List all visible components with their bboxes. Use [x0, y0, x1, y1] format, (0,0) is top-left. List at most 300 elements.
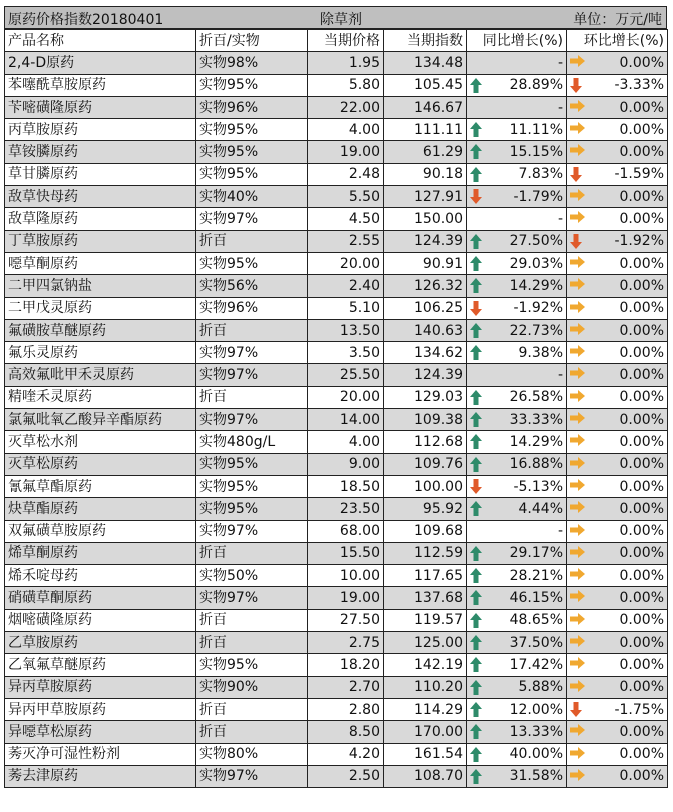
arrow-up-icon [470, 546, 482, 561]
mom-value: 0.00% [619, 634, 664, 651]
header-mom: 环比增长(%) [567, 30, 668, 52]
current-price: 2.50 [308, 765, 384, 787]
current-price: 2.80 [308, 698, 384, 720]
current-price: 19.00 [308, 141, 384, 163]
arrow-right-icon [570, 55, 582, 70]
mom-value: 0.00% [619, 99, 664, 116]
arrow-right-icon [570, 590, 582, 605]
mom-growth [567, 52, 668, 74]
mom-growth [567, 230, 668, 252]
yoy-value: -1.92% [513, 300, 563, 317]
arrow-right-icon [570, 278, 582, 293]
current-price: 5.80 [308, 74, 384, 96]
current-price: 25.50 [308, 364, 384, 386]
mom-value: -1.92% [614, 233, 664, 250]
arrow-right-icon [570, 301, 582, 316]
yoy-value: 31.58% [509, 768, 563, 785]
table-row [5, 498, 668, 520]
table-row [5, 141, 668, 163]
arrow-up-icon [470, 122, 482, 137]
arrow-right-icon [570, 189, 582, 204]
yoy-growth [467, 431, 567, 453]
mom-value: 0.00% [619, 590, 664, 607]
arrow-right-icon [570, 434, 582, 449]
current-index: 117.65 [384, 565, 467, 587]
header-price: 当期价格 [308, 30, 384, 52]
product-name: 草铵膦原药 [5, 141, 196, 163]
product-name: 炔草酯原药 [5, 498, 196, 520]
arrow-up-icon [470, 635, 482, 650]
mom-value: 0.00% [619, 567, 664, 584]
current-price: 20.00 [308, 386, 384, 408]
arrow-right-icon [570, 211, 582, 226]
yoy-value: - [557, 211, 563, 228]
current-index: 109.68 [384, 520, 467, 542]
current-price: 9.00 [308, 453, 384, 475]
current-index: 95.92 [384, 498, 467, 520]
mom-growth [567, 96, 668, 118]
mom-value: 0.00% [619, 300, 664, 317]
mom-value: 0.00% [619, 679, 664, 696]
mom-growth [567, 275, 668, 297]
arrow-up-icon [470, 568, 482, 583]
table-row [5, 542, 668, 564]
product-name: 精喹禾灵原药 [5, 386, 196, 408]
mom-growth [567, 587, 668, 609]
product-name: 丙草胺原药 [5, 119, 196, 141]
yoy-value: 26.58% [509, 389, 563, 406]
arrow-right-icon [570, 524, 582, 539]
spec: 折百 [196, 632, 308, 654]
arrow-up-icon [470, 345, 482, 360]
spec: 实物95% [196, 74, 308, 96]
mom-growth [567, 409, 668, 431]
yoy-growth [467, 208, 567, 230]
yoy-value: 12.00% [509, 701, 563, 718]
mom-growth [567, 453, 668, 475]
current-price: 2.75 [308, 632, 384, 654]
current-price: 3.50 [308, 342, 384, 364]
yoy-growth [467, 186, 567, 208]
yoy-growth [467, 475, 567, 497]
spec: 实物95% [196, 119, 308, 141]
yoy-growth [467, 74, 567, 96]
mom-growth [567, 520, 668, 542]
product-name: 灭草松原药 [5, 453, 196, 475]
yoy-value: 14.29% [509, 277, 563, 294]
mom-growth [567, 431, 668, 453]
arrow-up-icon [470, 680, 482, 695]
current-index: 109.38 [384, 409, 467, 431]
arrow-right-icon [570, 657, 582, 672]
spec: 实物40% [196, 186, 308, 208]
product-name: 莠灭净可湿性粉剂 [5, 743, 196, 765]
mom-growth [567, 163, 668, 185]
current-index: 90.91 [384, 252, 467, 274]
mom-value: 0.00% [619, 188, 664, 205]
yoy-value: -5.13% [513, 478, 563, 495]
arrow-right-icon [570, 635, 582, 650]
yoy-value: 17.42% [509, 656, 563, 673]
yoy-growth [467, 721, 567, 743]
arrow-right-icon [570, 412, 582, 427]
arrow-right-icon [570, 323, 582, 338]
spec: 折百 [196, 609, 308, 631]
product-name: 异丙甲草胺原药 [5, 698, 196, 720]
product-name: 二甲戊灵原药 [5, 297, 196, 319]
mom-value: 0.00% [619, 456, 664, 473]
yoy-value: 40.00% [509, 746, 563, 763]
mom-value: 0.00% [619, 723, 664, 740]
yoy-value: 48.65% [509, 612, 563, 629]
product-name: 乙氧氟草醚原药 [5, 654, 196, 676]
spec: 折百 [196, 230, 308, 252]
spec: 实物96% [196, 96, 308, 118]
header-index: 当期指数 [384, 30, 467, 52]
spec: 实物95% [196, 141, 308, 163]
table-body [5, 30, 668, 788]
spec: 实物56% [196, 275, 308, 297]
arrow-right-icon [570, 100, 582, 115]
table-row [5, 721, 668, 743]
current-price: 8.50 [308, 721, 384, 743]
yoy-value: 37.50% [509, 634, 563, 651]
yoy-value: - [557, 54, 563, 71]
mom-growth [567, 676, 668, 698]
arrow-right-icon [570, 546, 582, 561]
current-index: 137.68 [384, 587, 467, 609]
current-price: 13.50 [308, 319, 384, 341]
product-name: 苯噻酰草胺原药 [5, 74, 196, 96]
current-price: 1.95 [308, 52, 384, 74]
arrow-up-icon [470, 390, 482, 405]
mom-growth [567, 186, 668, 208]
current-index: 109.76 [384, 453, 467, 475]
spec: 折百 [196, 721, 308, 743]
title-row [4, 6, 667, 29]
table-row [5, 587, 668, 609]
arrow-right-icon [570, 501, 582, 516]
arrow-right-icon [570, 390, 582, 405]
current-index: 108.70 [384, 765, 467, 787]
table-row [5, 119, 668, 141]
report-title: 原药价格指数20180401 [8, 12, 164, 28]
arrow-up-icon [470, 144, 482, 159]
current-price: 10.00 [308, 565, 384, 587]
spec: 实物480g/L [196, 431, 308, 453]
mom-value: 0.00% [619, 54, 664, 71]
mom-growth [567, 721, 668, 743]
mom-growth [567, 698, 668, 720]
mom-value: 0.00% [619, 656, 664, 673]
product-name: 2,4-D原药 [5, 52, 196, 74]
table-row [5, 74, 668, 96]
yoy-growth [467, 587, 567, 609]
mom-value: 0.00% [619, 612, 664, 629]
mom-growth [567, 498, 668, 520]
arrow-up-icon [470, 590, 482, 605]
table-row [5, 409, 668, 431]
current-price: 5.50 [308, 186, 384, 208]
current-index: 161.54 [384, 743, 467, 765]
current-index: 110.20 [384, 676, 467, 698]
current-index: 105.45 [384, 74, 467, 96]
table-row [5, 342, 668, 364]
table-row [5, 520, 668, 542]
yoy-value: -1.79% [513, 188, 563, 205]
product-name: 乙草胺原药 [5, 632, 196, 654]
yoy-value: 16.88% [509, 456, 563, 473]
spec: 实物50% [196, 565, 308, 587]
yoy-value: 5.88% [518, 679, 563, 696]
current-index: 112.59 [384, 542, 467, 564]
current-index: 114.29 [384, 698, 467, 720]
yoy-growth [467, 765, 567, 787]
yoy-value: 15.15% [509, 144, 563, 161]
table-row [5, 364, 668, 386]
table-row [5, 208, 668, 230]
yoy-value: 13.33% [509, 723, 563, 740]
yoy-value: 29.17% [509, 545, 563, 562]
current-index: 106.25 [384, 297, 467, 319]
yoy-value: 28.21% [509, 567, 563, 584]
spec: 实物90% [196, 676, 308, 698]
mom-value: 0.00% [619, 367, 664, 384]
spec: 实物95% [196, 475, 308, 497]
mom-value: 0.00% [619, 478, 664, 495]
mom-value: -3.33% [614, 77, 664, 94]
product-name: 氟磺胺草醚原药 [5, 319, 196, 341]
mom-growth [567, 565, 668, 587]
current-price: 22.00 [308, 96, 384, 118]
table-row [5, 297, 668, 319]
current-price: 2.40 [308, 275, 384, 297]
product-name: 氰氟草酯原药 [5, 475, 196, 497]
current-index: 134.48 [384, 52, 467, 74]
spec: 实物97% [196, 342, 308, 364]
mom-value: 0.00% [619, 144, 664, 161]
mom-growth [567, 609, 668, 631]
product-name: 敌草快母药 [5, 186, 196, 208]
arrow-right-icon [570, 256, 582, 271]
spec: 实物97% [196, 587, 308, 609]
spec: 折百 [196, 542, 308, 564]
spec: 实物95% [196, 163, 308, 185]
mom-growth [567, 386, 668, 408]
mom-growth [567, 141, 668, 163]
product-name: 硝磺草酮原药 [5, 587, 196, 609]
mom-growth [567, 475, 668, 497]
current-price: 4.00 [308, 431, 384, 453]
yoy-growth [467, 632, 567, 654]
arrow-up-icon [470, 769, 482, 784]
product-name: 异丙草胺原药 [5, 676, 196, 698]
table-row [5, 319, 668, 341]
current-price: 18.50 [308, 475, 384, 497]
arrow-up-icon [470, 657, 482, 672]
mom-growth [567, 743, 668, 765]
mom-value: 0.00% [619, 545, 664, 562]
arrow-down-icon [470, 189, 482, 204]
current-index: 140.63 [384, 319, 467, 341]
yoy-growth [467, 453, 567, 475]
product-name: 烟嘧磺隆原药 [5, 609, 196, 631]
arrow-up-icon [470, 702, 482, 717]
yoy-growth [467, 297, 567, 319]
current-index: 111.11 [384, 119, 467, 141]
current-index: 100.00 [384, 475, 467, 497]
yoy-value: 9.38% [518, 344, 563, 361]
table-row [5, 609, 668, 631]
product-name: 苄嘧磺隆原药 [5, 96, 196, 118]
table-row [5, 163, 668, 185]
current-index: 129.03 [384, 386, 467, 408]
mom-growth [567, 119, 668, 141]
current-index: 119.57 [384, 609, 467, 631]
current-price: 4.50 [308, 208, 384, 230]
product-name: 双氟磺草胺原药 [5, 520, 196, 542]
yoy-value: - [557, 367, 563, 384]
arrow-up-icon [470, 167, 482, 182]
yoy-growth [467, 609, 567, 631]
current-index: 112.68 [384, 431, 467, 453]
spec: 折百 [196, 698, 308, 720]
spec: 折百 [196, 319, 308, 341]
current-price: 5.10 [308, 297, 384, 319]
table-row [5, 186, 668, 208]
header-yoy: 同比增长(%) [467, 30, 567, 52]
price-table [4, 29, 668, 788]
arrow-up-icon [470, 412, 482, 427]
yoy-growth [467, 163, 567, 185]
arrow-up-icon [470, 747, 482, 762]
arrow-right-icon [570, 724, 582, 739]
mom-value: 0.00% [619, 277, 664, 294]
current-price: 68.00 [308, 520, 384, 542]
table-row [5, 431, 668, 453]
mom-growth [567, 765, 668, 787]
yoy-growth [467, 364, 567, 386]
mom-value: 0.00% [619, 389, 664, 406]
yoy-growth [467, 409, 567, 431]
current-price: 20.00 [308, 252, 384, 274]
current-price: 14.00 [308, 409, 384, 431]
yoy-growth [467, 52, 567, 74]
yoy-growth [467, 698, 567, 720]
arrow-up-icon [470, 323, 482, 338]
header-product-name: 产品名称 [5, 30, 196, 52]
current-price: 2.70 [308, 676, 384, 698]
yoy-value: 33.33% [509, 411, 563, 428]
mom-value: 0.00% [619, 523, 664, 540]
current-index: 125.00 [384, 632, 467, 654]
arrow-down-icon [470, 479, 482, 494]
arrow-down-icon [470, 301, 482, 316]
yoy-growth [467, 676, 567, 698]
spec: 实物95% [196, 498, 308, 520]
current-index: 126.32 [384, 275, 467, 297]
mom-value: 0.00% [619, 255, 664, 272]
current-price: 19.00 [308, 587, 384, 609]
current-price: 2.48 [308, 163, 384, 185]
yoy-growth [467, 565, 567, 587]
table-row [5, 565, 668, 587]
arrow-up-icon [470, 457, 482, 472]
table-row [5, 765, 668, 787]
current-index: 124.39 [384, 230, 467, 252]
arrow-down-icon [570, 702, 582, 717]
mom-growth [567, 319, 668, 341]
arrow-up-icon [470, 724, 482, 739]
mom-value: 0.00% [619, 322, 664, 339]
arrow-up-icon [470, 501, 482, 516]
product-name: 高效氟吡甲禾灵原药 [5, 364, 196, 386]
table-row [5, 698, 668, 720]
yoy-growth [467, 96, 567, 118]
current-price: 4.20 [308, 743, 384, 765]
arrow-right-icon [570, 345, 582, 360]
mom-value: 0.00% [619, 344, 664, 361]
mom-growth [567, 654, 668, 676]
yoy-growth [467, 498, 567, 520]
yoy-value: - [557, 99, 563, 116]
current-index: 61.29 [384, 141, 467, 163]
current-price: 2.55 [308, 230, 384, 252]
spec: 实物80% [196, 743, 308, 765]
current-index: 150.00 [384, 208, 467, 230]
table-row [5, 52, 668, 74]
arrow-up-icon [470, 78, 482, 93]
arrow-right-icon [570, 457, 582, 472]
arrow-right-icon [570, 747, 582, 762]
yoy-value: - [557, 523, 563, 540]
spec: 实物97% [196, 208, 308, 230]
mom-growth [567, 74, 668, 96]
product-name: 莠去津原药 [5, 765, 196, 787]
table-row [5, 632, 668, 654]
mom-growth [567, 542, 668, 564]
table-row [5, 743, 668, 765]
product-name: 草甘膦原药 [5, 163, 196, 185]
mom-growth [567, 208, 668, 230]
product-name: 氯氟吡氧乙酸异辛酯原药 [5, 409, 196, 431]
arrow-down-icon [570, 234, 582, 249]
arrow-right-icon [570, 144, 582, 159]
mom-growth [567, 364, 668, 386]
header-spec: 折百/实物 [196, 30, 308, 52]
mom-value: 0.00% [619, 121, 664, 138]
arrow-down-icon [570, 167, 582, 182]
yoy-growth [467, 275, 567, 297]
current-price: 23.50 [308, 498, 384, 520]
spec: 实物97% [196, 409, 308, 431]
yoy-value: 4.44% [518, 500, 563, 517]
arrow-right-icon [570, 769, 582, 784]
current-price: 15.50 [308, 542, 384, 564]
current-index: 146.67 [384, 96, 467, 118]
spec: 实物97% [196, 520, 308, 542]
yoy-growth [467, 520, 567, 542]
arrow-down-icon [570, 78, 582, 93]
product-name: 敌草隆原药 [5, 208, 196, 230]
yoy-value: 11.11% [509, 121, 563, 138]
yoy-value: 7.83% [518, 166, 563, 183]
yoy-value: 22.73% [509, 322, 563, 339]
current-index: 134.62 [384, 342, 467, 364]
unit-label: 单位：万元/吨 [573, 12, 662, 28]
yoy-growth [467, 342, 567, 364]
mom-growth [567, 297, 668, 319]
